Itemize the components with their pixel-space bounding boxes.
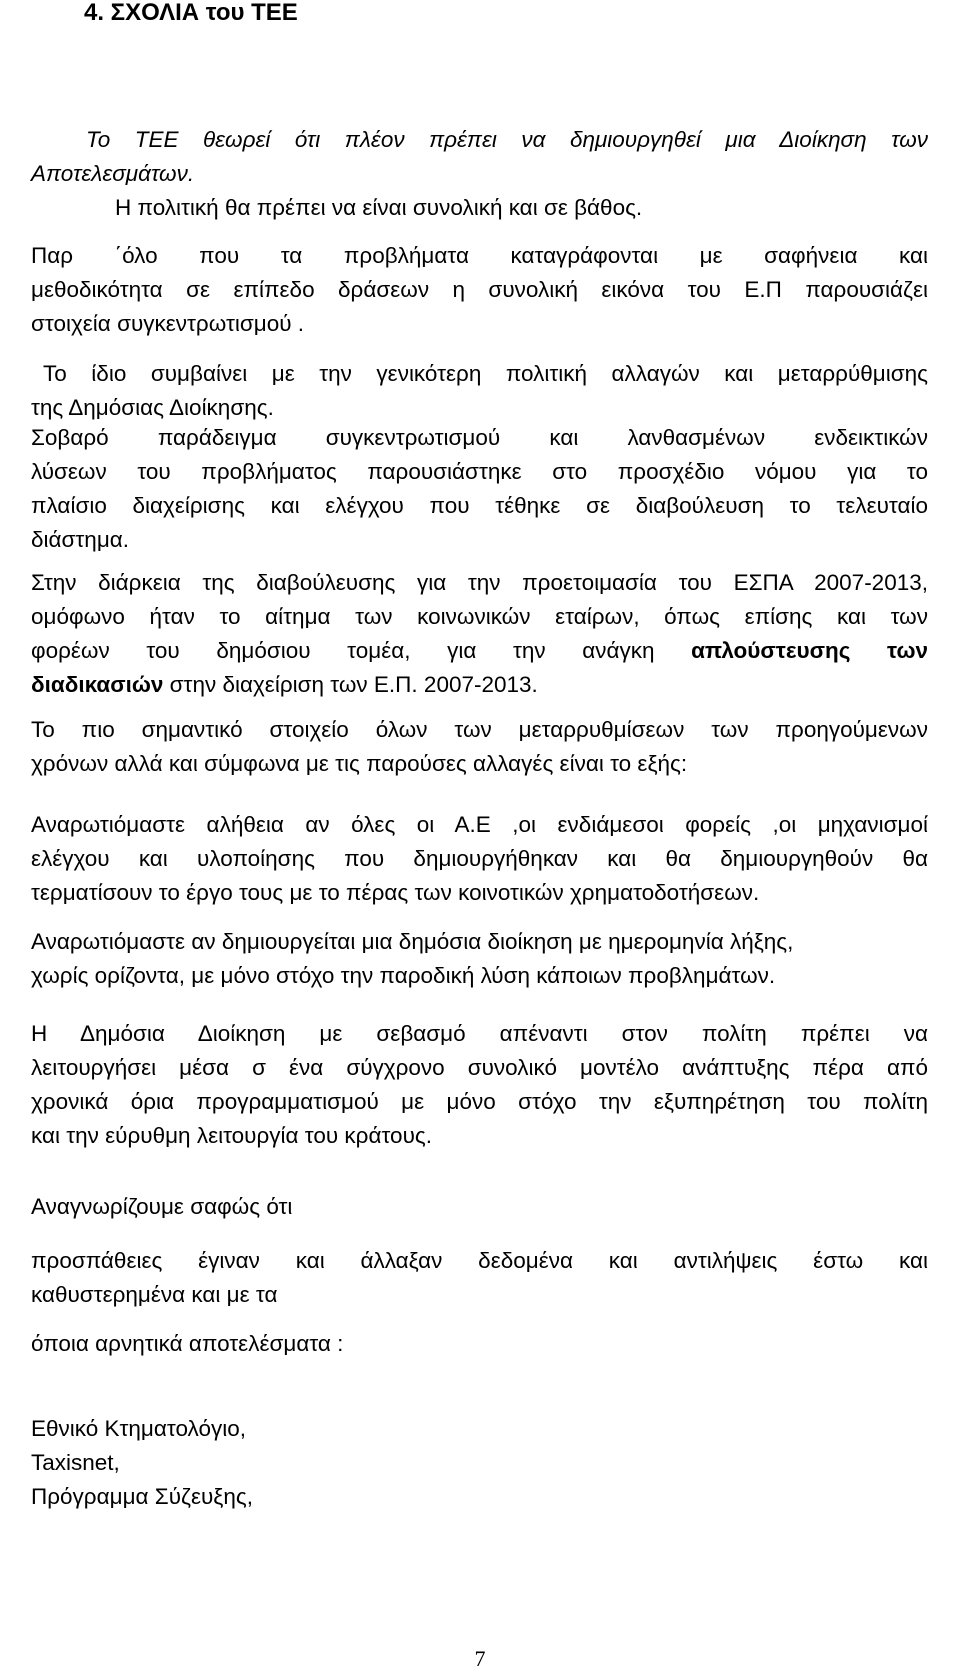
list-item: Taxisnet, — [31, 1450, 120, 1475]
text-line: χρονικά όρια προγραμματισμού με μόνο στόχο την εξυπηρέτηση του πολίτη — [31, 1089, 928, 1114]
paragraph-espa-consultation — [31, 566, 928, 702]
bold-text: απλούστευσης των — [691, 638, 928, 663]
paragraph-question-2 — [31, 925, 928, 993]
text-span: στην διαχείριση των Ε.Π. 2007-2013. — [163, 672, 538, 697]
text-line: ομόφωνο ήταν το αίτημα των κοινωνικών εταίρων, όπως επίσης και των — [31, 604, 928, 629]
text-line: Το πιο σημαντικό στοιχείο όλων των μεταρρυθμίσεων των προηγούμενων — [31, 717, 928, 742]
text-line: όποια αρνητικά αποτελέσματα : — [31, 1331, 344, 1356]
text-line: και την εύρυθμη λειτουργία του κράτους. — [31, 1123, 432, 1148]
text-line: Αναρωτιόμαστε αλήθεια αν όλες οι Α.Ε ,οι ενδιάμεσοι φορείς ,οι μηχανισμοί — [31, 812, 928, 837]
paragraph-tee-view — [31, 123, 928, 225]
text-line: Το ίδιο συμβαίνει με την γενικότερη πολιτική αλλαγών και μεταρρύθμισης — [43, 361, 928, 386]
text-line: Η Δημόσια Διοίκηση με σεβασμό απέναντι στον πολίτη πρέπει να — [31, 1021, 928, 1046]
text-line — [31, 634, 928, 668]
paragraph-centralization — [31, 239, 928, 341]
text-line: μεθοδικότητα σε επίπεδο δράσεων η συνολική εικόνα του Ε.Π παρουσιάζει — [31, 277, 928, 302]
text-line: Στην διάρκεια της διαβούλευσης για την προετοιμασία του ΕΣΠΑ 2007-2013, — [31, 570, 928, 595]
text-line: Αναρωτιόμαστε αν δημιουργείται μια δημόσια διοίκηση με ημερομηνία λήξης, — [31, 929, 794, 954]
text-line: ελέγχου και υλοποίησης που δημιουργήθηκαν και θα δημιουργηθούν θα — [31, 846, 928, 871]
paragraph-public-service — [31, 1017, 928, 1153]
paragraph-negative-results — [31, 1327, 928, 1361]
section-heading: 4. ΣΧΟΛΙΑ του ΤΕΕ — [84, 0, 298, 26]
bold-text: διαδικασιών — [31, 672, 164, 697]
examples-list — [31, 1412, 928, 1514]
text-line: λειτουργήσει μέσα σ ένα σύγχρονο συνολικό μοντέλο ανάπτυξης πέρα από — [31, 1055, 928, 1080]
paragraph-question-1 — [31, 808, 928, 910]
text-line: λύσεων του προβλήματος παρουσιάστηκε στο προσχέδιο νόμου για το — [31, 459, 928, 484]
text-line: Παρ ΄όλο που τα προβλήματα καταγράφονται με σαφήνεια και — [31, 243, 928, 268]
paragraph-acknowledgement — [31, 1190, 928, 1224]
text-line — [31, 668, 928, 702]
text-line: Η πολιτική θα πρέπει να είναι συνολική και σε βάθος. — [115, 195, 643, 220]
text-line: Αναγνωρίζουμε σαφώς ότι — [31, 1194, 293, 1219]
text-line: Το ΤΕΕ θεωρεί ότι πλέον πρέπει να δημιουργηθεί μια Διοίκηση των — [86, 127, 928, 152]
text-line: προσπάθειες έγιναν και άλλαξαν δεδομένα και αντιλήψεις έστω και — [31, 1248, 928, 1273]
text-span: φορέων του δημόσιου τομέα, για την ανάγκη — [31, 638, 655, 663]
paragraph-public-administration — [31, 357, 928, 425]
text-line: της Δημόσιας Διοίκησης. — [31, 395, 274, 420]
page-number: 7 — [474, 1646, 486, 1671]
text-line: πλαίσιο διαχείρισης και ελέγχου που τέθηκε σε διαβούλευση το τελευταίο — [31, 493, 928, 518]
text-line: διάστημα. — [31, 527, 130, 552]
text-line: χρόνων αλλά και σύμφωνα με τις παρούσες αλλαγές είναι το εξής: — [31, 751, 688, 776]
paragraph-key-element — [31, 713, 928, 781]
paragraph-efforts — [31, 1244, 928, 1312]
text-line: Αποτελεσμάτων. — [31, 161, 195, 186]
text-line: καθυστερημένα και με τα — [31, 1282, 278, 1307]
text-line: τερματίσουν το έργο τους με το πέρας των κοινοτικών χρηματοδοτήσεων. — [31, 880, 760, 905]
paragraph-example — [31, 421, 928, 557]
text-line: στοιχεία συγκεντρωτισμού . — [31, 311, 305, 336]
text-line: χωρίς ορίζοντα, με μόνο στόχο την παροδική λύση κάποιων προβλημάτων. — [31, 963, 776, 988]
list-item: Πρόγραμμα Σύζευξης, — [31, 1484, 253, 1509]
list-item: Εθνικό Κτηματολόγιο, — [31, 1416, 246, 1441]
text-line: Σοβαρό παράδειγμα συγκεντρωτισμού και λανθασμένων ενδεικτικών — [31, 425, 928, 450]
